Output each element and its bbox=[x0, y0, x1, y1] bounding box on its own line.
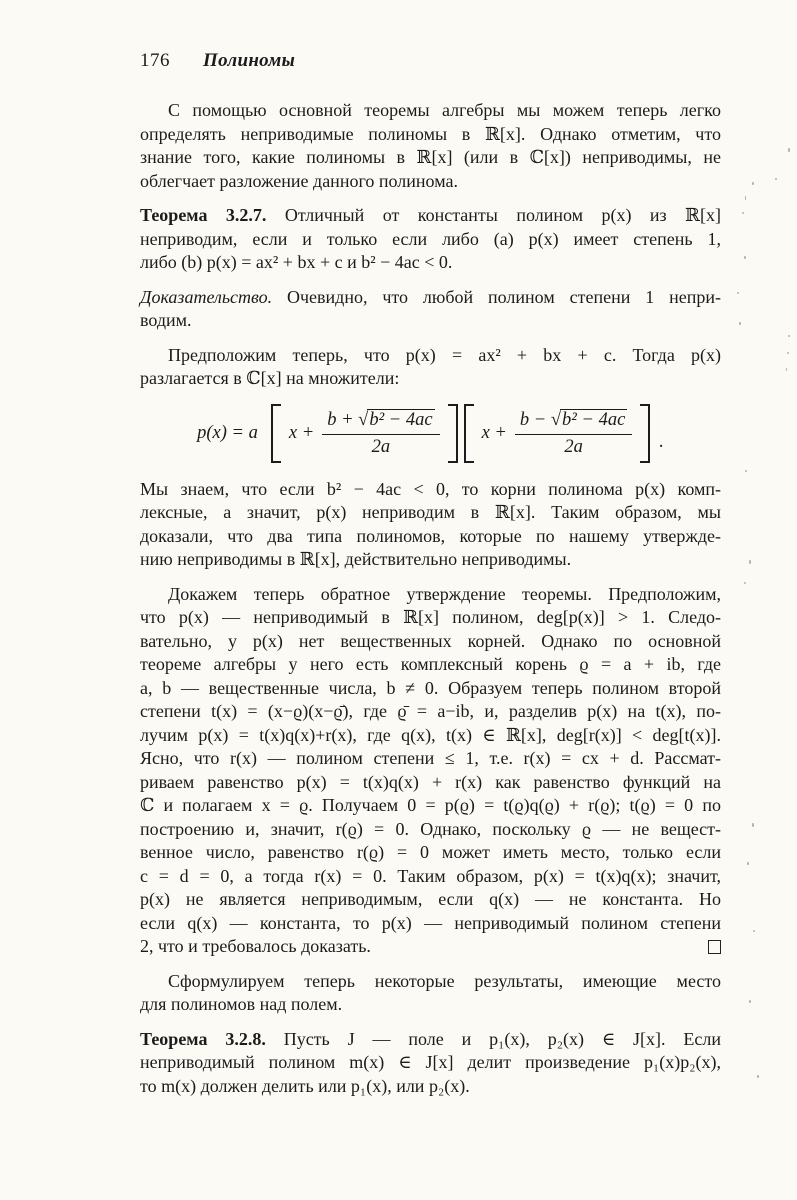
text-line: облегчает разложение данного полинома. bbox=[140, 170, 458, 191]
text-line: С помощью основной теоремы алгебры мы можем теперь легко bbox=[168, 100, 721, 120]
formula-lhs: p(x) = a bbox=[197, 422, 258, 443]
text-line: Предположим теперь, что p(x) = ax² + bx + c. Тогда p(x) bbox=[168, 344, 721, 365]
factor-prefix: x + bbox=[481, 422, 507, 443]
theorem bbox=[140, 1028, 721, 1099]
scan-speck bbox=[757, 1075, 759, 1078]
page-header bbox=[140, 50, 721, 72]
scan-speck bbox=[744, 582, 746, 584]
text-line: что p(x) — неприводимый в ℝ[x] полином, deg[p(x)] > 1. Следо- bbox=[140, 607, 721, 627]
text-line: лучим p(x) = t(x)q(x)+r(x), где q(x), t(x) ∈ ℝ[x], deg[r(x)] < deg[t(x)]. bbox=[140, 724, 721, 745]
scan-speck bbox=[749, 560, 751, 564]
theorem bbox=[140, 204, 721, 275]
paragraph bbox=[140, 478, 721, 572]
radical-sign: √ bbox=[550, 409, 562, 430]
text-line: лексные, а значит, p(x) неприводим в ℝ[x]. Таким образом, мы bbox=[140, 502, 721, 522]
factor-inner bbox=[474, 404, 641, 463]
square-root bbox=[358, 410, 434, 430]
text-line: p(x) не является неприводимым, если q(x) — не константа. Но bbox=[140, 889, 721, 909]
radicand: b² − 4ac bbox=[369, 409, 433, 430]
radical-sign: √ bbox=[358, 409, 369, 430]
text-line: неприводимый полином m(x) ∈ J[x] делит произведение p₁(x)p₂(x), bbox=[140, 1052, 721, 1072]
text-line: Ясно, что r(x) — полином степени ≤ 1, т.е. r(x) = cx + d. Рассмат- bbox=[140, 748, 721, 768]
text-line: Теорема 3.2.8. Пусть J — поле и p₁(x), p₂(x) ∈ J[x]. Если bbox=[140, 1028, 722, 1049]
theorem-label: Теорема 3.2.8. bbox=[140, 1028, 266, 1049]
paragraph bbox=[140, 344, 721, 391]
denominator: 2a bbox=[564, 436, 583, 457]
display-formula bbox=[140, 404, 721, 463]
text-line: Теорема 3.2.7. Отличный от константы полином p(x) из ℝ[x] bbox=[140, 205, 721, 225]
text-line: водим. bbox=[140, 310, 192, 330]
theorem-label: Теорема 3.2.7. bbox=[140, 205, 267, 225]
text-line: неприводим, если и только если либо (a) p(x) имеет степень 1, bbox=[140, 228, 721, 249]
page-number: 176 bbox=[140, 50, 170, 71]
text-line: определять неприводимые полиномы в ℝ[x]. Однако отметим, что bbox=[140, 123, 721, 144]
formula-factor bbox=[464, 404, 651, 463]
text-line: доказали, что два типа полиномов, которые по нашему утвержде- bbox=[140, 525, 721, 546]
text-line: Докажем теперь обратное утверждение теоремы. Предположим, bbox=[168, 583, 721, 604]
radicand: b² − 4ac bbox=[562, 409, 626, 430]
paragraph bbox=[140, 99, 721, 193]
scan-speck bbox=[788, 148, 790, 152]
formula-period: . bbox=[659, 431, 664, 452]
text-line: для полиномов над полем. bbox=[140, 994, 343, 1014]
text-line: ℂ и полагаем x = ϱ. Получаем 0 = p(ϱ) = t(ϱ)q(ϱ) + r(ϱ); t(ϱ) = 0 по bbox=[140, 795, 721, 815]
scan-speck bbox=[745, 196, 746, 200]
text-line: построению и, значит, r(ϱ) = 0. Однако, поскольку ϱ — не вещест- bbox=[140, 818, 721, 839]
qed-box bbox=[708, 940, 721, 954]
fraction bbox=[322, 409, 439, 458]
left-bracket bbox=[271, 404, 281, 463]
text-line: знание того, какие полиномы в ℝ[x] (или в ℂ[x]) неприводимы, не bbox=[140, 147, 721, 167]
factor-prefix: x + bbox=[288, 422, 315, 443]
text-line: степени t(x) = (x−ϱ)(x−ϱ̄), где ϱ̄ = a−ib, и, разделив p(x) на t(x), по- bbox=[140, 701, 721, 721]
scan-speck bbox=[752, 823, 754, 827]
text-line: теореме алгебры у него есть комплексный корень ϱ = a + ib, где bbox=[140, 654, 721, 674]
text-line: Сформулируем теперь некоторые результаты, имеющие место bbox=[168, 970, 721, 991]
text-line: если q(x) — константа, то p(x) — неприводимый полином степени bbox=[140, 912, 721, 933]
paragraph bbox=[140, 970, 721, 1017]
text-line: Мы знаем, что если b² − 4ac < 0, то корни полинома p(x) комп- bbox=[140, 478, 721, 499]
scan-speck bbox=[786, 368, 787, 371]
scan-speck bbox=[745, 470, 747, 472]
text-line: либо (b) p(x) = ax² + bx + c и b² − 4ac < 0. bbox=[140, 252, 453, 272]
text-line: венное число, равенство r(ϱ) = 0 может иметь место, только если bbox=[140, 842, 721, 862]
text-line: разлагается в ℂ[x] на множители: bbox=[140, 368, 400, 388]
text-line: c = d = 0, а тогда r(x) = 0. Таким образом, p(x) = t(x)q(x); значит, bbox=[140, 865, 721, 886]
factor-inner bbox=[281, 404, 448, 463]
text-line: a, b — вещественные числа, b ≠ 0. Образуем теперь полином второй bbox=[140, 677, 721, 698]
scan-speck bbox=[737, 292, 739, 294]
content bbox=[140, 99, 721, 1098]
scan-speck bbox=[752, 182, 754, 185]
scan-speck bbox=[744, 256, 746, 259]
square-root bbox=[551, 410, 627, 430]
fraction bbox=[515, 409, 632, 458]
scan-speck bbox=[749, 1000, 751, 1003]
right-bracket bbox=[448, 404, 458, 463]
text-line: риваем равенство p(x) = t(x)q(x) + r(x) как равенство функций на bbox=[140, 771, 721, 792]
right-bracket bbox=[640, 404, 650, 463]
left-bracket bbox=[464, 404, 474, 463]
text-column bbox=[140, 50, 721, 1109]
text-line: нию неприводимы в ℝ[x], действительно неприводимы. bbox=[140, 549, 572, 569]
text-line: 2, что и требовалось доказать. bbox=[140, 935, 721, 959]
scan-speck bbox=[747, 862, 749, 865]
denominator: 2a bbox=[371, 436, 391, 457]
formula-factor bbox=[271, 404, 458, 463]
scan-speck bbox=[739, 322, 741, 325]
text-line: вательно, у p(x) нет вещественных корней. Однако по основной bbox=[140, 630, 721, 651]
proof bbox=[140, 286, 721, 333]
scan-speck bbox=[775, 178, 777, 180]
numerator: b − √b² − 4ac bbox=[515, 409, 632, 435]
paragraph bbox=[140, 583, 721, 959]
text-line: то m(x) должен делить или p₁(x), или p₂(x). bbox=[140, 1075, 470, 1096]
numerator: b + √b² − 4ac bbox=[322, 409, 439, 435]
running-title: Полиномы bbox=[203, 50, 296, 71]
proof-label: Доказательство. bbox=[140, 286, 273, 307]
scan-speck bbox=[753, 930, 755, 932]
scan-speck bbox=[788, 335, 790, 337]
text-line: Доказательство. Очевидно, что любой полином степени 1 непри- bbox=[140, 286, 721, 307]
scan-speck bbox=[787, 352, 789, 354]
scan-speck bbox=[742, 212, 744, 214]
